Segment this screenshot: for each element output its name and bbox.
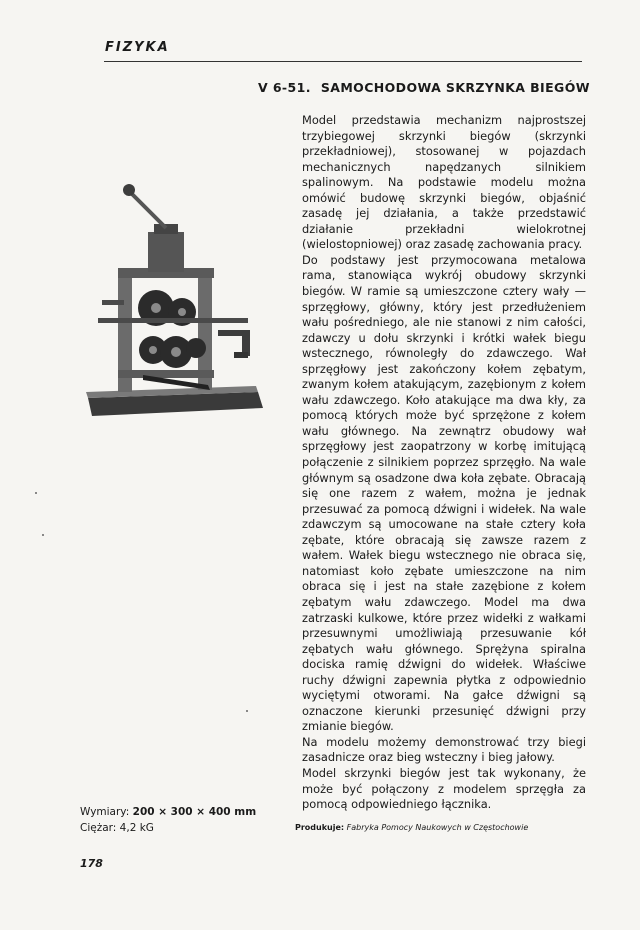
header-divider (104, 61, 582, 62)
dimensions-label: Wymiary: (80, 806, 130, 818)
producer-label: Produkuje: (295, 823, 345, 832)
specifications (80, 804, 256, 836)
scan-speck (246, 710, 248, 712)
body-paragraph: Model skrzynki biegów jest tak wykonany, że może być połączony z modelem sprzęgła za pomocą odpowiedniego łącznika. (302, 765, 586, 812)
dimensions-line (80, 804, 256, 820)
weight-value: 4,2 kG (119, 822, 154, 834)
article-body (302, 113, 586, 813)
body-paragraph: Model przedstawia mechanizm najprostszej trzybiegowej skrzynki biegów (skrzynki przekładniowej), stosowanej w pojazdach mechanicznych napędzanych silnikiem spalinowym. Na podstawie modelu można omówić budowę skrzynki biegów, objaśnić zasadę jej działania, a także przedstawić działanie przekładni wielokrotnej (wielostopniowej) oraz zasadę zachowania pracy. (302, 113, 586, 252)
section-header: FIZYKA (105, 40, 170, 55)
producer-line (295, 823, 528, 832)
producer-name: Fabryka Pomocy Naukowych w Częstochowie (346, 823, 529, 832)
scan-speck (35, 492, 37, 494)
scan-speck (42, 534, 44, 536)
article-title-text: SAMOCHODOWA SKRZYNKA BIEGÓW (320, 80, 590, 95)
weight-line (80, 820, 256, 836)
dimensions-value: 200 × 300 × 400 mm (132, 806, 257, 818)
body-paragraph: Do podstawy jest przymocowana metalowa rama, stanowiąca wykrój obudowy skrzynki biegów. W ramie są umieszczone cztery wały — sprzęgłowy, główny, który jest przedłużeniem wału pośredniego, ale nie stanowi z nim całości, zdawczy u dołu skrzynki i krótki wałek biegu wstecznego, równoległy do zdawczego. Wał sprzęgłowy jest zakończony kołem zębatym, zwanym kołem atakującym, zazębionym z kołem wału zdawczego. Koło atakujące ma dwa kły, za pomocą których może być sprzężone z kołem wału głównego. Na zewnątrz obudowy wał sprzęgłowy jest zaopatrzony w korbę imitującą połączenie z silnikiem poprzez sprzęgło. Na wale głównym są osadzone dwa koła zębate. Obracają się one razem z wałem, można je jednak przesuwać za pomocą dźwigni i widełek. Na wale zdawczym są umocowane na stałe cztery koła zębate, które obracają się zawsze razem z wałem. Wałek biegu wstecznego nie obraca się, natomiast koło zębate umieszczone na nim obraca się i jest na stałe zazębione z kołem zębatym wału zdawczego. Model ma dwa zatrzaski kulkowe, które przez widełki z wałkami przesuwnymi umożliwiają przesuwanie kół zębatych wału głównego. Sprężyna spiralna dociska ramię dźwigni do widełek. Właściwe ruchy dźwigni zapewnia płytka z odpowiednio wyciętymi otworami. Na gałce dźwigni są oznaczone kierunki przesunięć dźwigni przy zmianie biegów. (302, 252, 586, 734)
article-title (258, 80, 590, 95)
weight-label: Ciężar: (80, 822, 117, 834)
catalog-code: V 6-51. (258, 80, 311, 95)
gearbox-model-photo (58, 180, 276, 430)
page-number: 178 (80, 857, 103, 870)
body-paragraph: Na modelu możemy demonstrować trzy biegi zasadnicze oraz bieg wsteczny i bieg jałowy. (302, 734, 586, 765)
